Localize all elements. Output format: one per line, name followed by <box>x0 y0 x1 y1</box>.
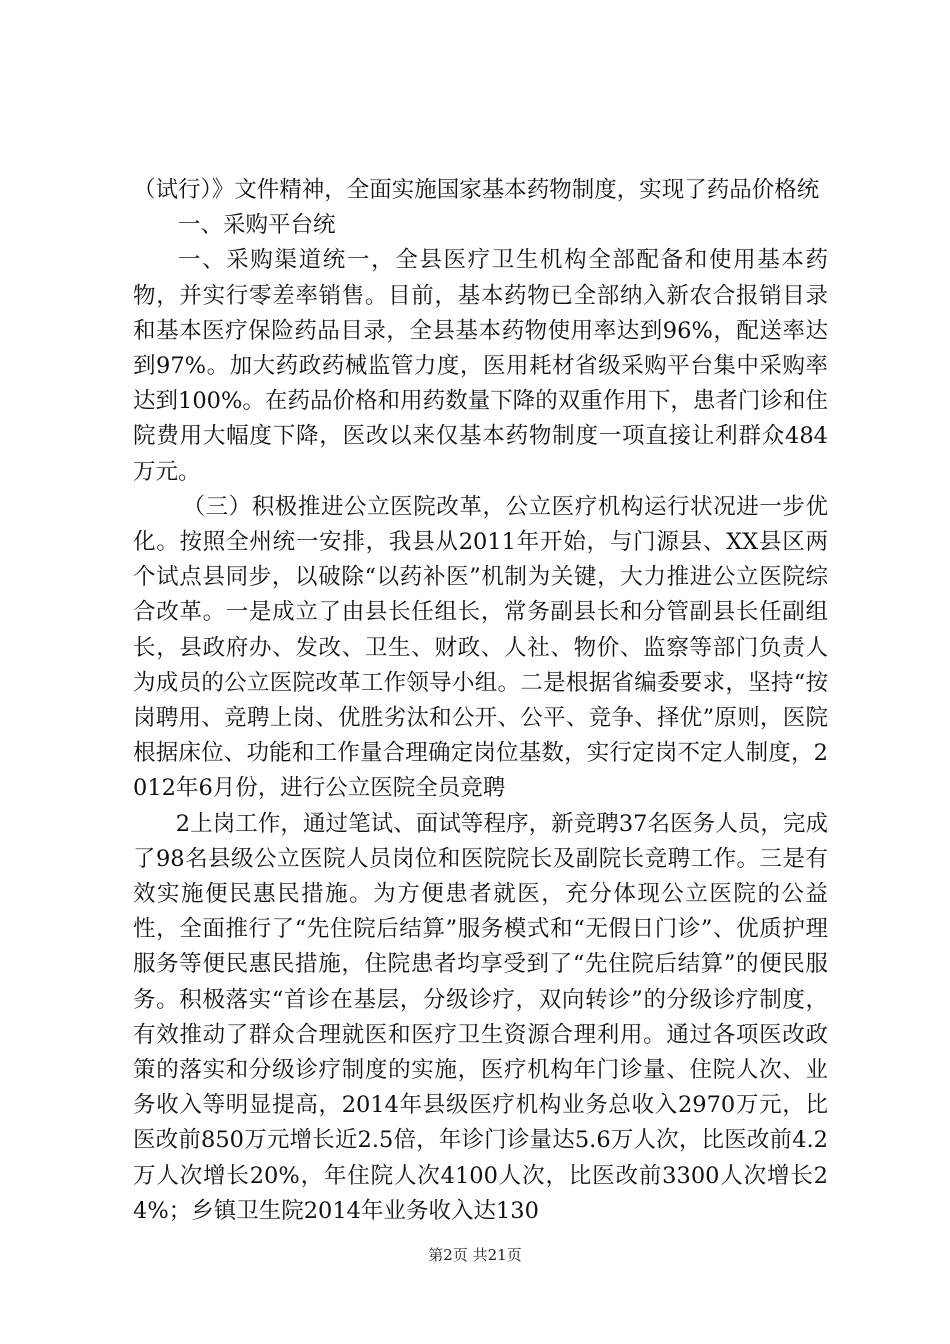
page-number-footer: 第2页 共21页 <box>428 1246 522 1264</box>
document-body <box>133 173 828 1229</box>
paragraph-hospital-reform: （三）积极推进公立医院改革，公立医疗机构运行状况进一步优化。按照全州统一安排，我县从2011年开始，与门源县、XX县区两个试点县同步，以破除“以药补医”机制为关键，大力推进公立医院综合改革。一是成立了由县长任组长，常务副县长和分管副县长任副组长，县政府办、发改、卫生、财政、人社、物价、监察等部门负责人为成员的公立医院改革工作领导小组。二是根据省编委要求，坚持“按岗聘用、竞聘上岗、优胜劣汰和公开、公平、竞争、择优”原则，医院根据床位、功能和工作量合理确定岗位基数，实行定岗不定人制度，2012年6月份，进行公立医院全员竞聘 <box>133 493 828 802</box>
paragraph-continuation: （试行）》文件精神，全面实施国家基本药物制度，实现了药品价格统 <box>133 177 820 203</box>
paragraph-results: 2上岗工作，通过笔试、面试等程序，新竞聘37名医务人员，完成了98名县级公立医院人员岗位和医院院长及副院长竞聘工作。三是有效实施便民惠民措施。为方便患者就医，充分体现公立医院的公益性，全面推行了“先住院后结算”服务模式和“无假日门诊”、优质护理服务等便民惠民措施，住院患者均享受到了“先住院后结算”的便民服务。积极落实“首诊在基层，分级诊疗，双向转诊”的分级诊疗制度，有效推动了群众合理就医和医疗卫生资源合理利用。通过各项医改政策的落实和分级诊疗制度的实施，医疗机构年门诊量、住院人次、业务收入等明显提高，2014年县级医疗机构业务总收入2970万元，比医改前850万元增长近2.5倍，年诊门诊量达5.6万人次，比医改前4.2万人次增长20%，年住院人次4100人次，比医改前3300人次增长24%；乡镇卫生院2014年业务收入达130 <box>133 810 828 1224</box>
paragraph-procurement: 一、采购渠道统一，全县医疗卫生机构全部配备和使用基本药物，并实行零差率销售。目前，基本药物已全部纳入新农合报销目录和基本医疗保险药品目录，全县基本药物使用率达到96%，配送率达到97%。加大药政药械监管力度，医用耗材省级采购平台集中采购率达到100%。在药品价格和用药数量下降的双重作用下，患者门诊和住院费用大幅度下降，医改以来仅基本药物制度一项直接让利群众484万元。 <box>133 247 828 485</box>
paragraph-heading: 一、采购平台统 <box>178 212 336 239</box>
